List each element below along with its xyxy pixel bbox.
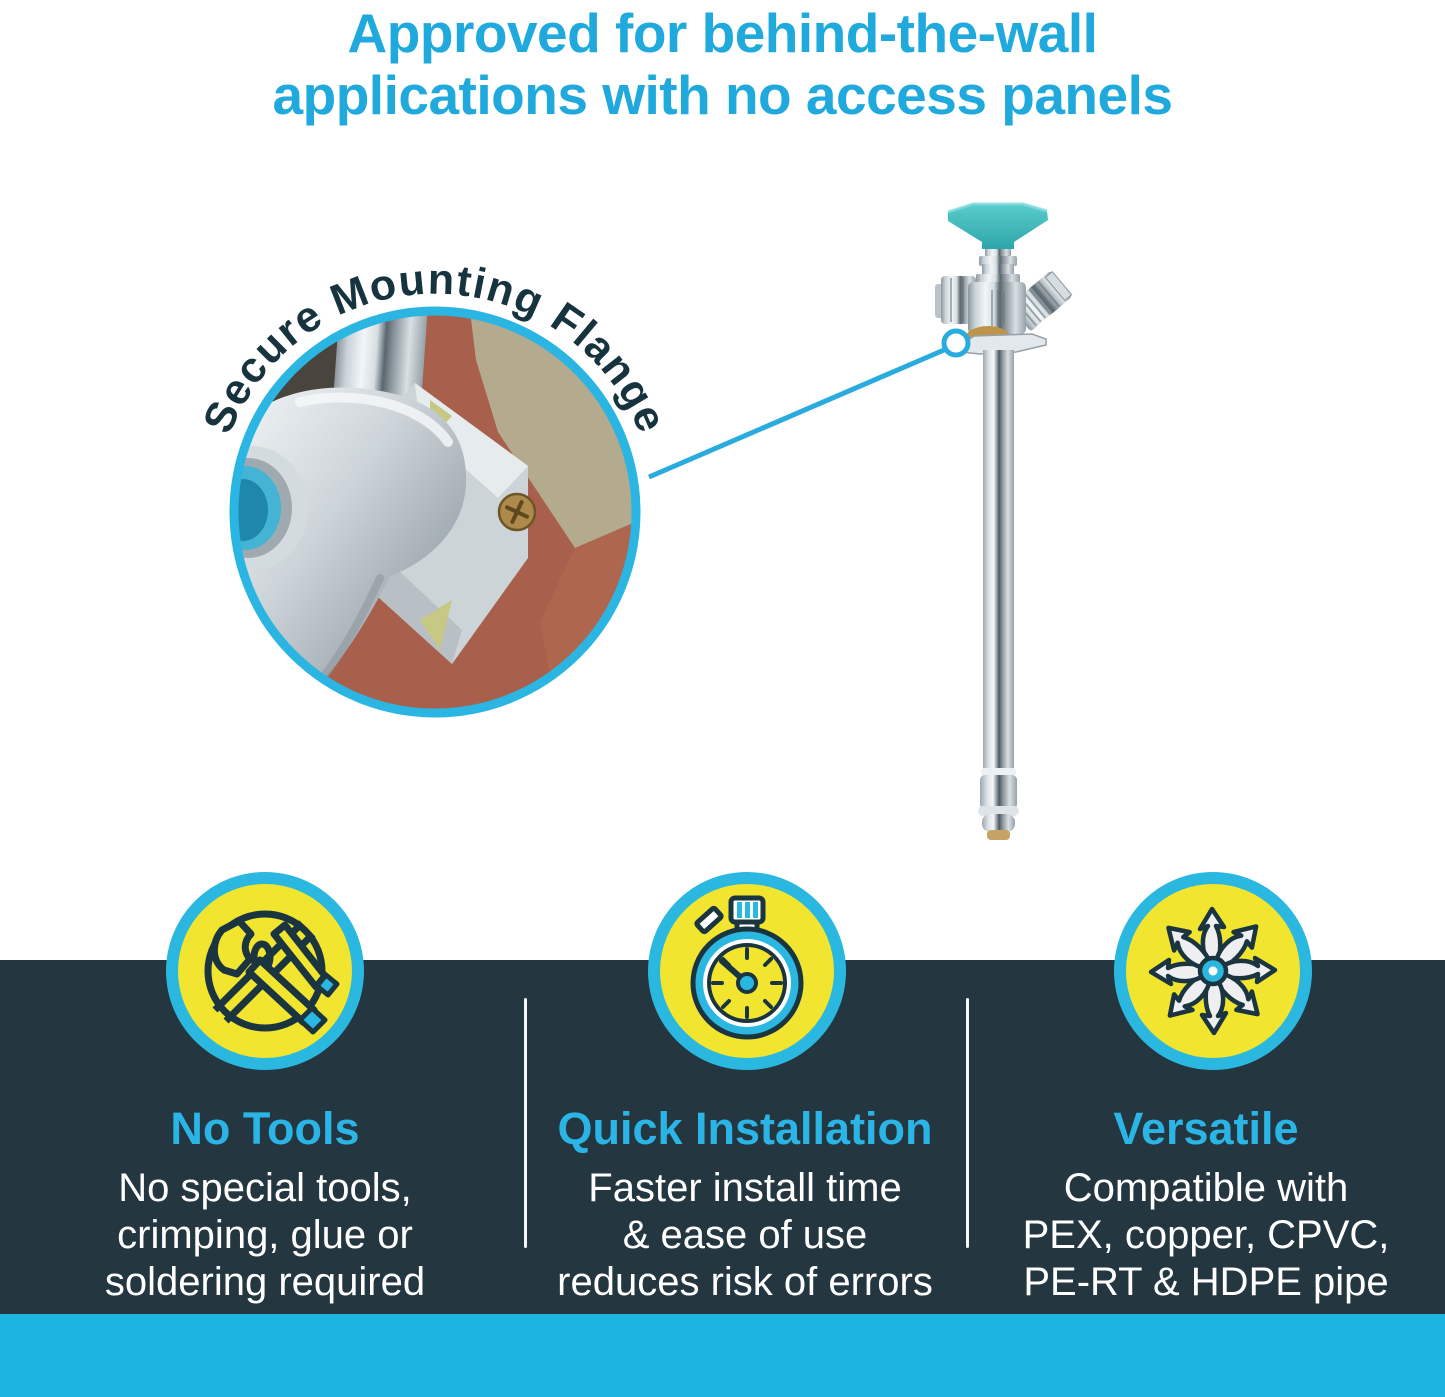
feature-title: No Tools bbox=[170, 1103, 360, 1154]
feature-title: Quick Installation bbox=[557, 1103, 933, 1154]
valve-handle bbox=[948, 204, 1048, 249]
feature-card-versatile bbox=[976, 1103, 1436, 1306]
callout-arc-label: Secure Mounting Flange bbox=[194, 255, 676, 441]
feature-line: PE-RT & HDPE pipe bbox=[1023, 1260, 1389, 1304]
product-photo-valve bbox=[935, 204, 1073, 840]
page-title-line1: Approved for behind-the-wall bbox=[347, 2, 1098, 64]
footer-accent-bar bbox=[0, 1314, 1445, 1397]
inset-circle-photo bbox=[196, 297, 640, 713]
feature-line: reduces risk of errors bbox=[557, 1260, 933, 1304]
no-tools-icon bbox=[165, 871, 365, 1071]
feature-line: & ease of use bbox=[622, 1213, 868, 1257]
feature-line: Faster install time bbox=[588, 1166, 902, 1210]
feature-line: No special tools, bbox=[118, 1166, 412, 1210]
feature-line: crimping, glue or bbox=[117, 1213, 413, 1257]
feature-card-no-tools bbox=[40, 1103, 490, 1306]
feature-line: PEX, copper, CPVC, bbox=[1022, 1213, 1390, 1257]
feature-title: Versatile bbox=[1113, 1103, 1299, 1154]
stopwatch-icon bbox=[647, 871, 847, 1071]
feature-card-quick-installation bbox=[530, 1103, 960, 1306]
versatile-arrows-icon bbox=[1113, 871, 1313, 1071]
column-divider bbox=[966, 998, 969, 1248]
callout-connector-line bbox=[649, 350, 944, 477]
page-title-line2: applications with no access panels bbox=[272, 64, 1173, 126]
callout-target-ring bbox=[944, 331, 968, 355]
feature-line: soldering required bbox=[104, 1260, 426, 1304]
feature-line: Compatible with bbox=[1063, 1166, 1349, 1210]
column-divider bbox=[524, 998, 527, 1248]
